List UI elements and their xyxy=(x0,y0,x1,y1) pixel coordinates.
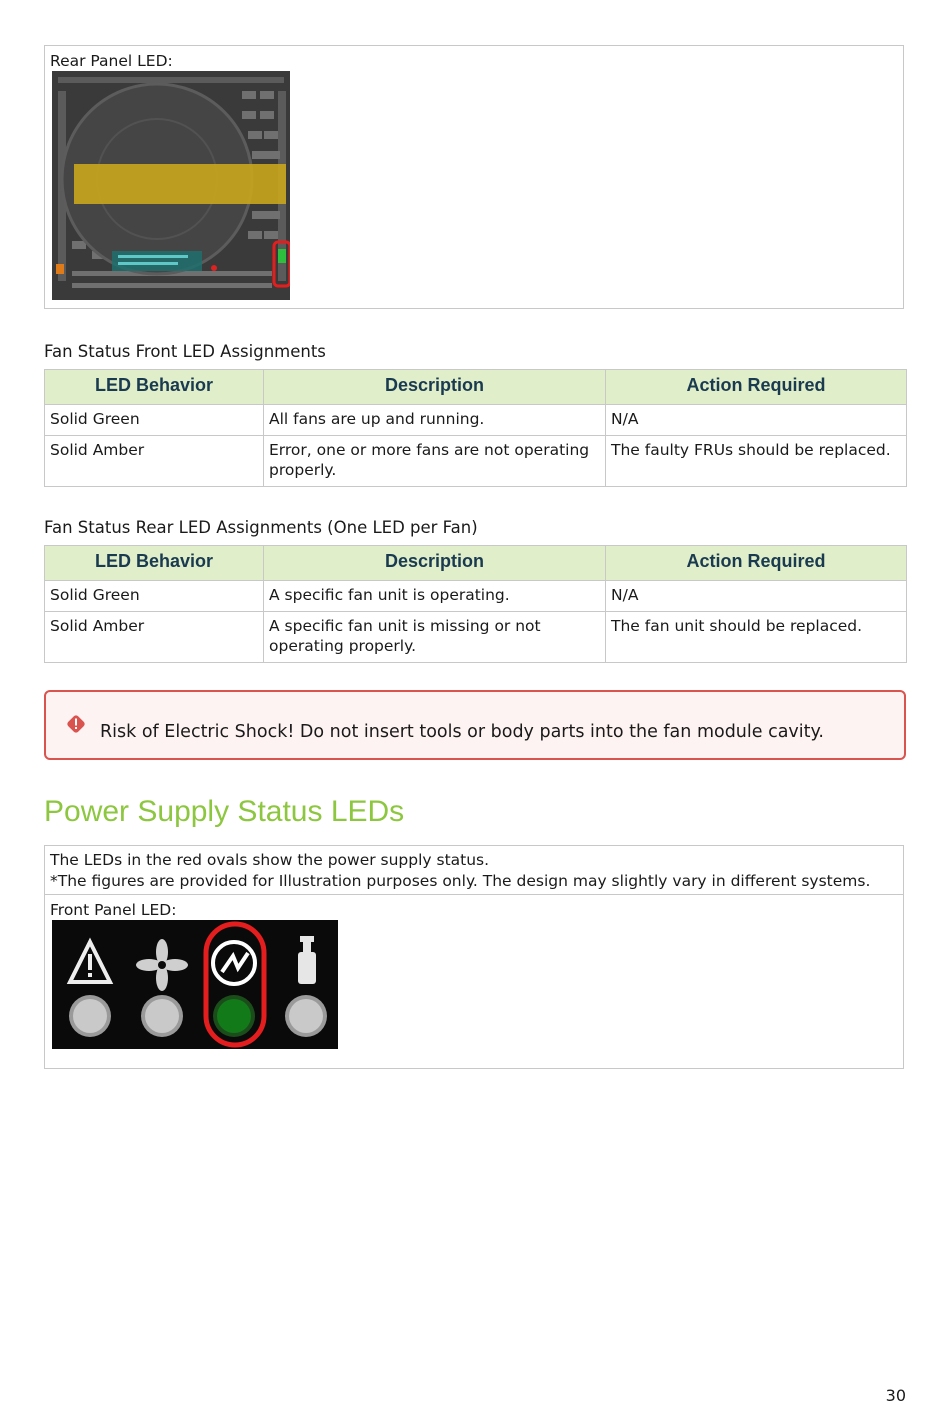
front-panel-label: Front Panel LED: xyxy=(50,901,177,919)
table-cell: Solid Amber xyxy=(45,612,264,663)
rear-panel-label: Rear Panel LED: xyxy=(50,52,173,70)
table-cell: The faulty FRUs should be replaced. xyxy=(606,436,907,487)
column-header: Description xyxy=(264,370,606,405)
column-header: LED Behavior xyxy=(45,546,264,581)
column-header: Action Required xyxy=(606,370,907,405)
table-row xyxy=(45,436,907,487)
power-supply-box xyxy=(44,845,904,1069)
table-row xyxy=(45,581,907,612)
warning-diamond-icon xyxy=(64,712,88,736)
table-cell: N/A xyxy=(606,405,907,436)
intro-line-2: *The figures are provided for Illustration purposes only. The design may slightly vary in different systems. xyxy=(50,872,871,890)
section-heading: Power Supply Status LEDs xyxy=(44,795,405,828)
table-header-row xyxy=(45,370,907,405)
intro-line-1: The LEDs in the red ovals show the power supply status. xyxy=(50,851,490,869)
table-cell: Error, one or more fans are not operating properly. xyxy=(264,436,606,487)
table-header-row xyxy=(45,546,907,581)
column-header: Description xyxy=(264,546,606,581)
rear-panel-box xyxy=(44,45,904,309)
table-row xyxy=(45,612,907,663)
page-number: 30 xyxy=(885,1386,906,1405)
table-cell: Solid Green xyxy=(45,405,264,436)
rear-led-table xyxy=(44,545,907,663)
rear-panel-fan-image xyxy=(52,71,290,300)
table-cell: N/A xyxy=(606,581,907,612)
divider xyxy=(45,894,903,895)
column-header: LED Behavior xyxy=(45,370,264,405)
front-panel-led-image xyxy=(52,920,338,1049)
column-header: Action Required xyxy=(606,546,907,581)
warning-callout xyxy=(44,690,906,760)
table-cell: Solid Amber xyxy=(45,436,264,487)
table-row xyxy=(45,405,907,436)
table-cell: All fans are up and running. xyxy=(264,405,606,436)
front-led-table xyxy=(44,369,907,487)
table-cell: The fan unit should be replaced. xyxy=(606,612,907,663)
front-table-caption: Fan Status Front LED Assignments xyxy=(44,342,326,361)
table-cell: A specific fan unit is missing or not operating properly. xyxy=(264,612,606,663)
warning-text: Risk of Electric Shock! Do not insert tools or body parts into the fan module cavity. xyxy=(100,722,824,742)
table-cell: Solid Green xyxy=(45,581,264,612)
rear-table-caption: Fan Status Rear LED Assignments (One LED per Fan) xyxy=(44,518,478,537)
table-cell: A specific fan unit is operating. xyxy=(264,581,606,612)
